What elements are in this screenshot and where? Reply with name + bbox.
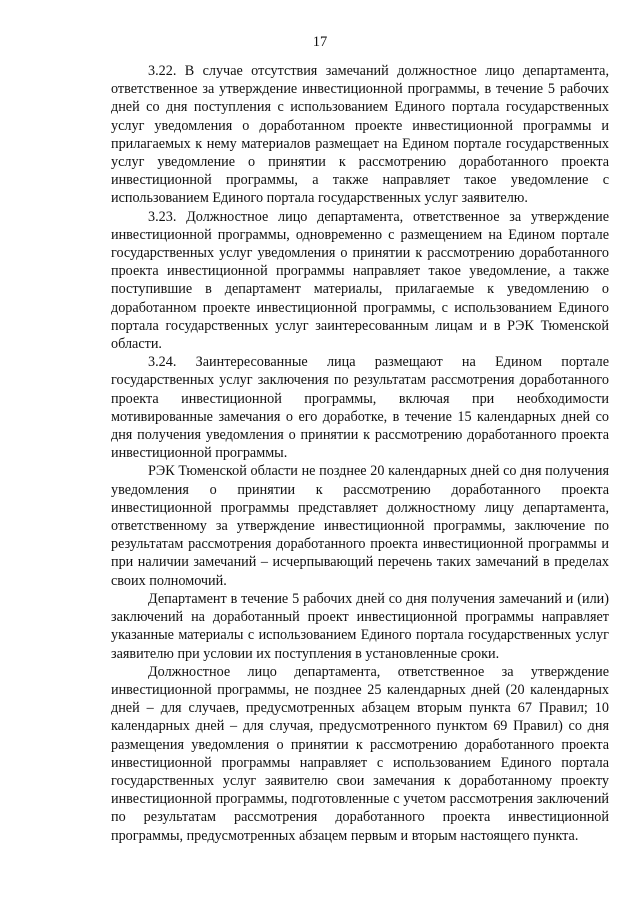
paragraph-official-remarks: Должностное лицо департамента, ответственное за утверждение инвестиционной программы, не позднее 25 календарных дней (20 календарных дней – для случаев, предусмотренных абзацем вторым пункта 67 Правил; 10 календарных дней – для случая, предусмотренного пунктом 69 Правил) со дня размещения уведомления о принятии к рассмотрению доработанного проекта инвестиционной программы направляет с использованием Единого портала государственных услуг заявителю свои замечания к доработанному проекту инвестиционной программы, подготовленные с учетом рассмотрения заключений по результатам рассмотрения доработанного проекта инвестиционной программы, предусмотренных абзацем первым и вторым настоящего пункта.: [111, 663, 609, 844]
paragraph-department-forwarding: Департамент в течение 5 рабочих дней со дня получения замечаний и (или) заключений на доработанный проект инвестиционной программы направляет указанные материалы с использованием Единого портала государственных услуг заявителю при условии их поступления в установленные сроки.: [111, 590, 609, 662]
paragraph-3-23: 3.23. Должностное лицо департамента, ответственное за утверждение инвестиционной программы, одновременно с размещением на Едином портале государственных услуг уведомления о принятии к рассмотрению доработанного проекта инвестиционной программы направляет такое уведомление, а также поступившие в департамент материалы, прилагаемые к уведомлению о доработанном проекте инвестиционной программы, с использованием Единого портала государственных услуг заинтересованным лицам и в РЭК Тюменской области.: [111, 208, 609, 353]
document-body: [111, 62, 609, 845]
paragraph-3-22: 3.22. В случае отсутствия замечаний должностное лицо департамента, ответственное за утверждение инвестиционной программы, в течение 5 рабочих дней со дня поступления с использованием Единого портала государственных услуг уведомления о доработанном проекте инвестиционной программы и прилагаемых к нему материалов размещает на Едином портале государственных услуг уведомление о принятии к рассмотрению доработанного проекта инвестиционной программы, а также направляет такое уведомление с использованием Единого портала государственных услуг заявителю.: [111, 63, 609, 207]
paragraph-3-24: 3.24. Заинтересованные лица размещают на Едином портале государственных услуг заключения по результатам рассмотрения доработанного проекта инвестиционной программы, включая при необходимости мотивированные замечания о его доработке, в течение 15 календарных дней со дня получения уведомления о принятии к рассмотрению доработанного проекта инвестиционной программы.: [111, 354, 609, 462]
page-number: 17: [312, 34, 328, 50]
paragraph-rek-conclusion: РЭК Тюменской области не позднее 20 календарных дней со дня получения уведомления о принятии к рассмотрению доработанного проекта инвестиционной программы представляет должностному лицу департамента, ответственному за утверждение инвестиционной программы, заключение по результатам рассмотрения доработанного проекта инвестиционной программы и при наличии замечаний – исчерпывающий перечень таких замечаний в пределах своих полномочий.: [111, 463, 609, 589]
